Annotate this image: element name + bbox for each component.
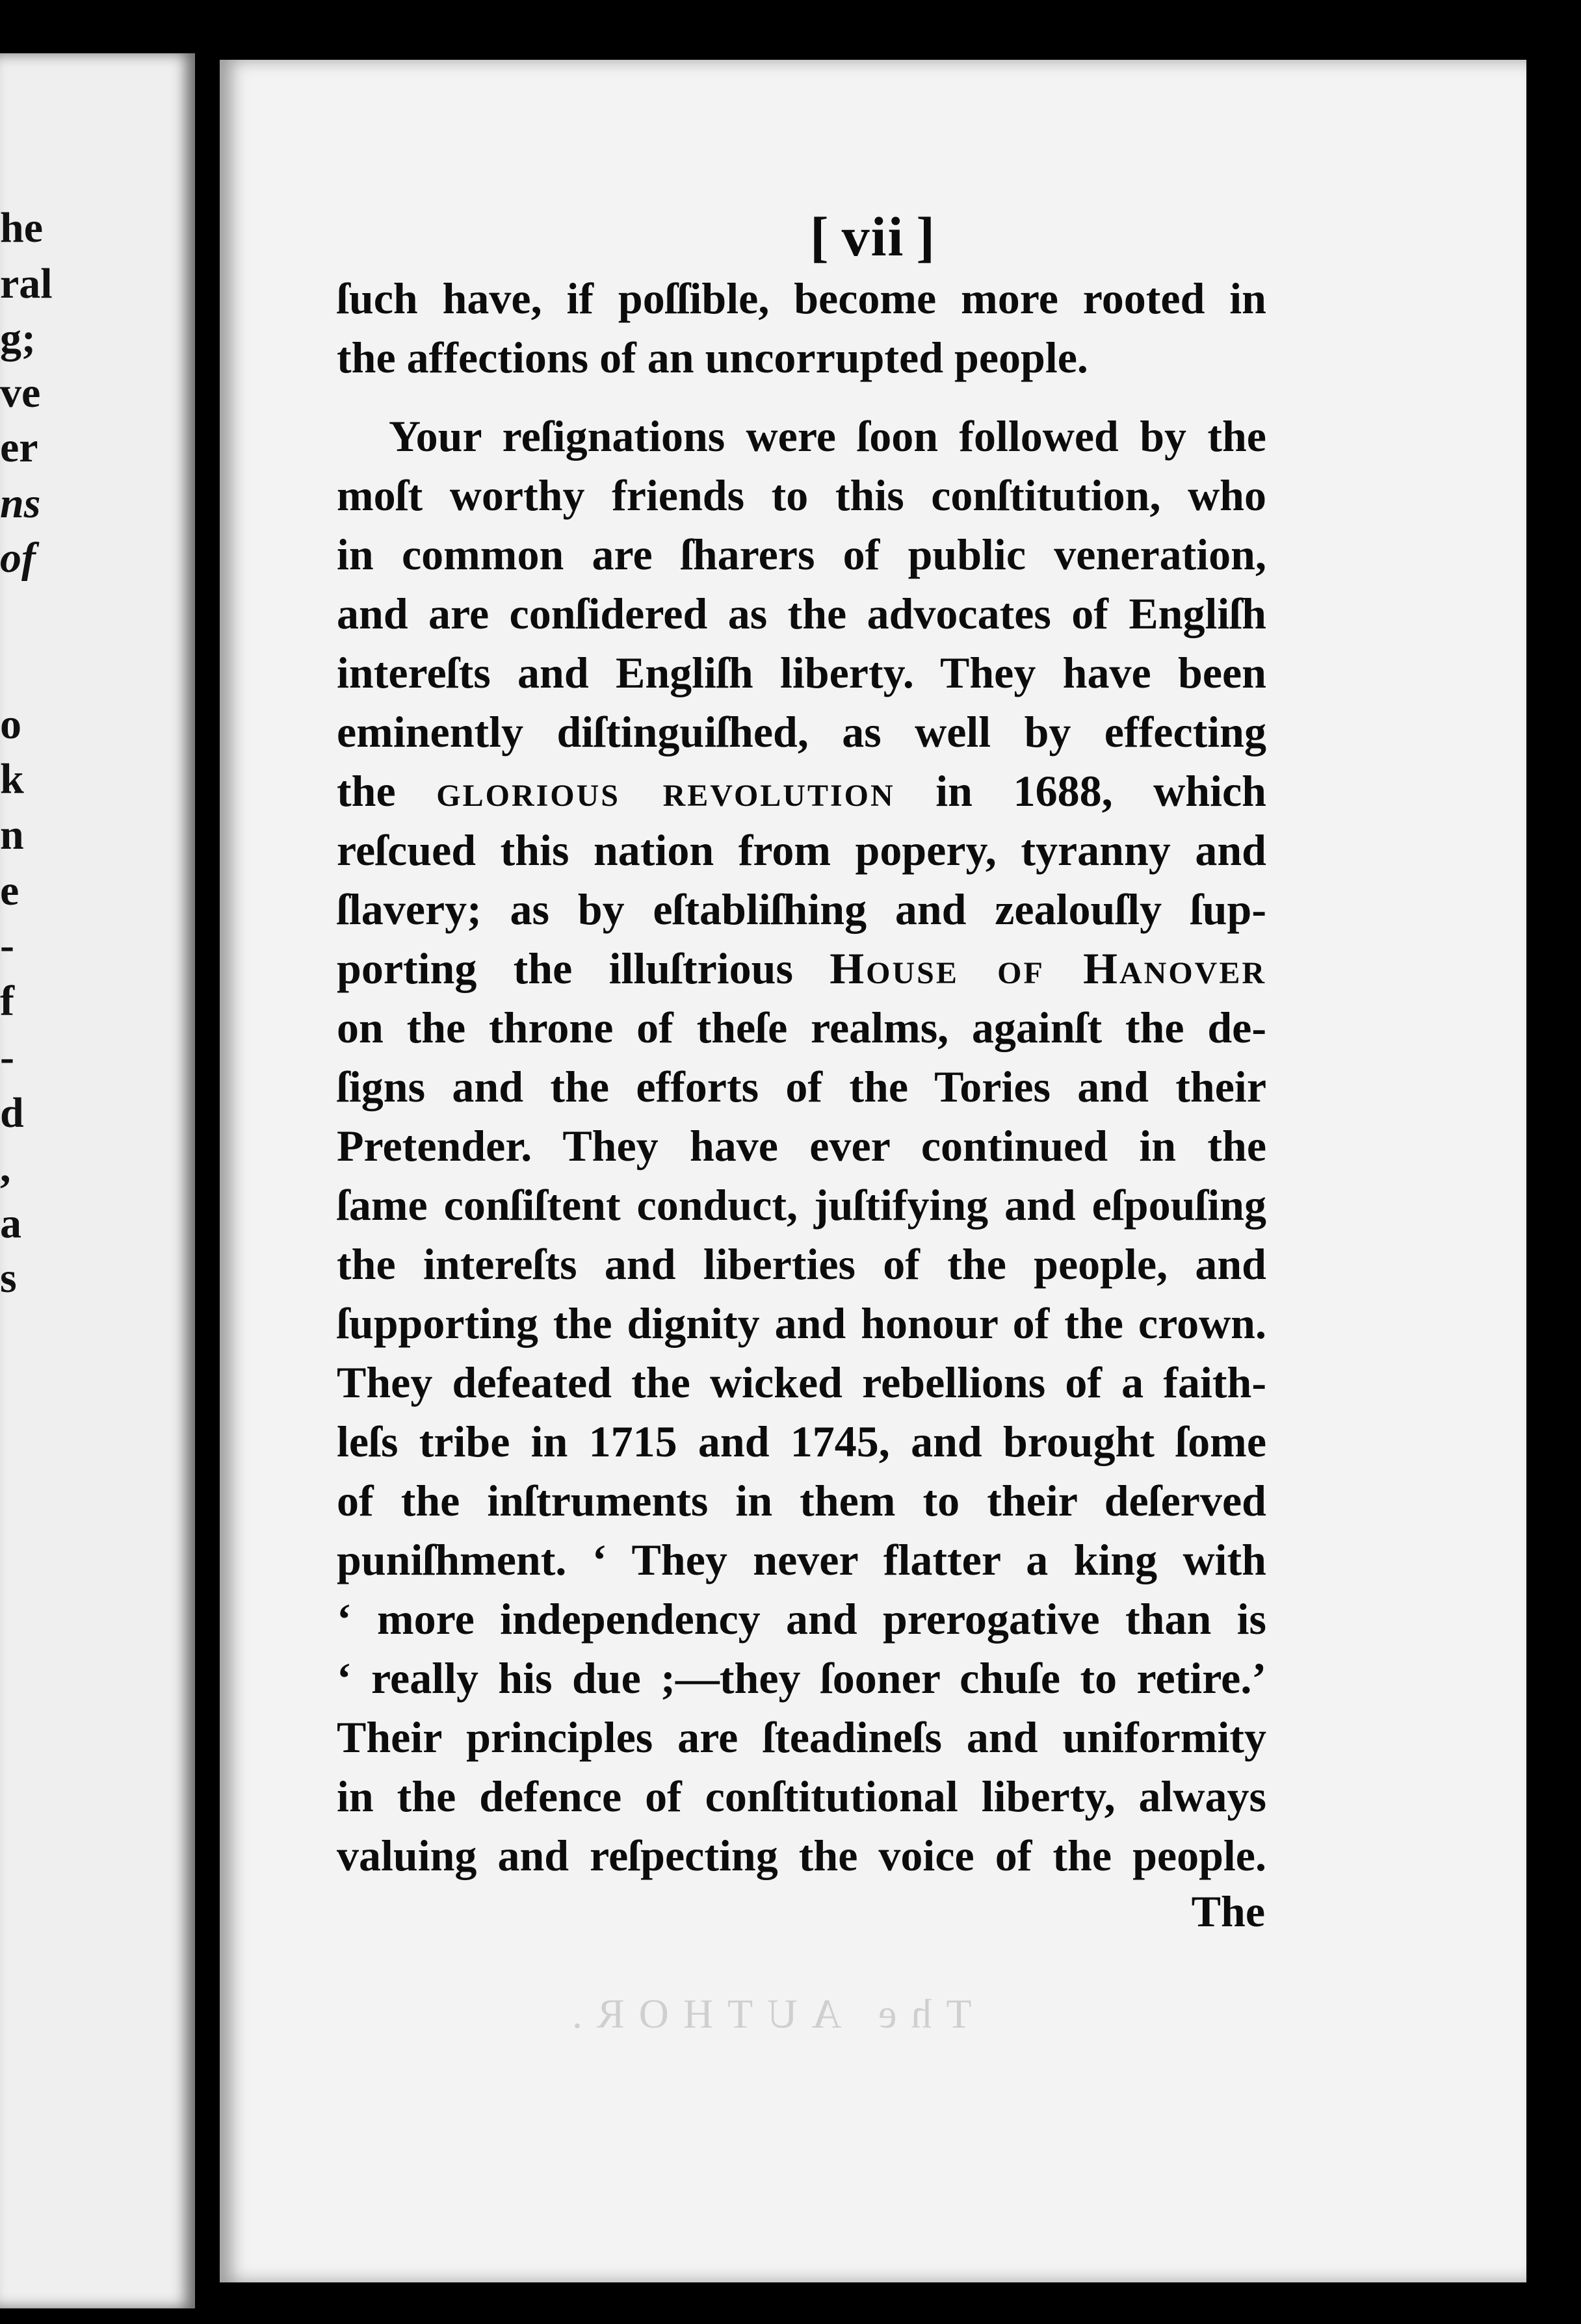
- close-bracket: ]: [916, 205, 937, 268]
- text-line: leſs tribe in 1715 and 1745, and brought ſome: [337, 1417, 1266, 1466]
- facing-page-fragment: ns: [0, 480, 41, 527]
- text-line: the intereſts and liberties of the people, and: [337, 1239, 1266, 1289]
- facing-page-fragment: n: [0, 811, 24, 859]
- text-line: in the defence of conſtitutional liberty, always: [337, 1772, 1266, 1821]
- page-number-header: [220, 204, 1526, 269]
- body-text: [337, 269, 1266, 1885]
- text-line: of the inſtruments in them to their deſerved: [337, 1476, 1266, 1525]
- facing-page-fragment: e: [0, 867, 20, 914]
- facing-page: [0, 53, 195, 2308]
- text-line: moſt worthy friends to this conſtitution, who: [337, 471, 1266, 520]
- text-line: Their principles are ſteadineſs and uniformity: [337, 1712, 1266, 1762]
- text-line: ſlavery; as by eſtabliſhing and zealouſly ſup-: [337, 884, 1266, 934]
- text-line: ſame conſiſtent conduct, juſtifying and eſpouſing: [337, 1180, 1266, 1230]
- text-line: in common are ſharers of public veneration,: [337, 530, 1266, 579]
- facing-page-fragment: g;: [0, 315, 36, 362]
- book-gutter: [195, 26, 220, 2301]
- text-line: ‘ more independency and prerogative than is: [337, 1594, 1266, 1644]
- facing-page-fragment: s: [0, 1254, 17, 1302]
- text-line: reſcued this nation from popery, tyranny and: [337, 825, 1266, 875]
- facing-page-fragment: ral: [0, 260, 53, 307]
- facing-page-fragment: a: [0, 1200, 21, 1247]
- facing-page-fragment: f: [0, 977, 14, 1025]
- text-line: ‘ really his due ;—they ſooner chuſe to retire.’: [337, 1653, 1266, 1703]
- text-line: They defeated the wicked rebellions of a faith-: [337, 1358, 1266, 1407]
- facing-page-text: [0, 53, 195, 2308]
- facing-page-fragment: er: [0, 424, 38, 471]
- text-line: ſuch have, if poſſible, become more rooted in: [337, 274, 1266, 323]
- text-line: the affections of an uncorrupted people.: [337, 333, 1088, 382]
- facing-page-fragment: -: [0, 922, 14, 969]
- catchword: The: [1191, 1887, 1265, 1936]
- text-line: porting the illuſtrious House of Hanover: [337, 944, 1267, 993]
- text-line: intereſts and Engliſh liberty. They have been: [337, 648, 1266, 697]
- facing-page-fragment: k: [0, 755, 24, 803]
- text-line: Your reſignations were ſoon followed by the: [389, 411, 1266, 461]
- bleed-through-text: The AUTHOR.: [558, 1991, 972, 2037]
- text-line: eminently diſtinguiſhed, as well by effecting: [337, 707, 1266, 756]
- facing-page-fragment: -: [0, 1033, 14, 1081]
- facing-page-fragment: ,: [0, 1144, 11, 1191]
- text-line: Pretender. They have ever continued in the: [337, 1121, 1266, 1170]
- text-line: ſupporting the dignity and honour of the crown.: [337, 1298, 1266, 1348]
- text-line: ſigns and the efforts of the Tories and their: [337, 1062, 1266, 1111]
- text-line: puniſhment. ‘ They never flatter a king with: [337, 1535, 1266, 1584]
- text-line: valuing and reſpecting the voice of the people.: [337, 1831, 1266, 1880]
- facing-page-fragment: ve: [0, 369, 41, 417]
- page-number: vii: [841, 205, 905, 268]
- text-line: on the throne of theſe realms, againſt the de-: [337, 1003, 1266, 1052]
- facing-page-fragment: he: [0, 204, 43, 252]
- facing-page-fragment: of: [0, 534, 36, 582]
- text-line: and are conſidered as the advocates of Engliſh: [337, 589, 1266, 638]
- facing-page-fragment: d: [0, 1089, 24, 1137]
- open-bracket: [: [809, 205, 830, 268]
- facing-page-fragment: o: [0, 701, 21, 748]
- text-line: the glorious revolution in 1688, which: [337, 766, 1266, 816]
- main-page: [220, 60, 1526, 2282]
